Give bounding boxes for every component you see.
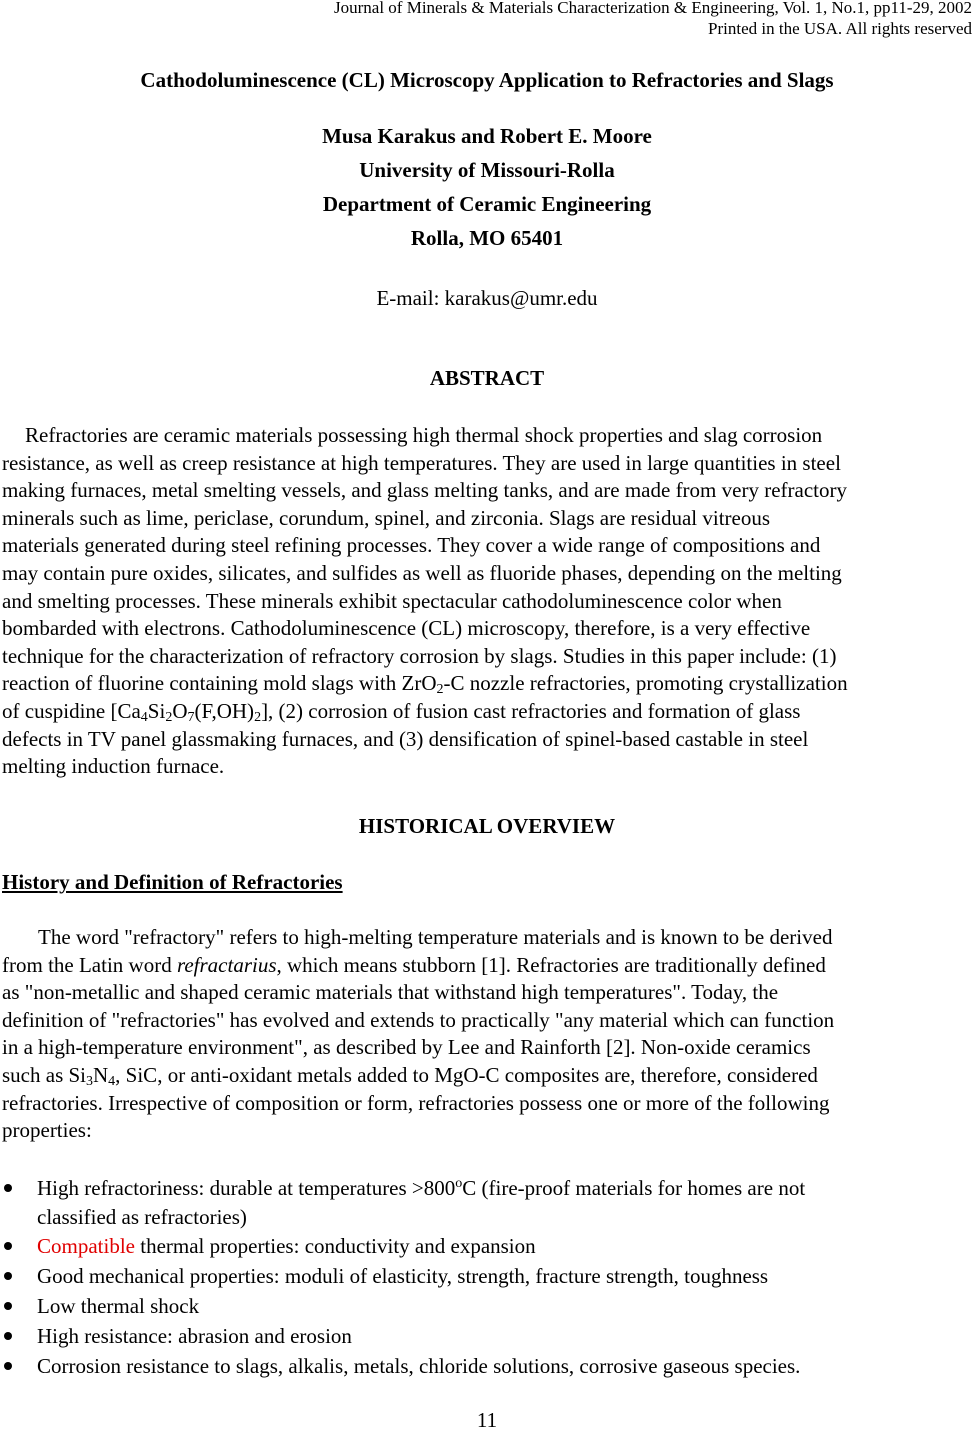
abstract-line: melting induction furnace. — [2, 754, 225, 779]
text-run: N — [93, 1062, 109, 1087]
list-item — [0, 1262, 974, 1291]
history-line: properties: — [2, 1118, 92, 1143]
list-item-text — [37, 1232, 974, 1261]
subscript: 4 — [140, 709, 148, 725]
list-item-text: Good mechanical properties: moduli of elasticity, strength, fracture strength, toughness — [37, 1264, 769, 1289]
history-line: The word "refractory" refers to high-melting temperature materials and is known to be derived — [38, 925, 833, 949]
history-line — [2, 952, 970, 980]
subscript: 2 — [165, 709, 173, 725]
list-item-text: classified as refractories) — [37, 1204, 247, 1229]
journal-header — [334, 0, 972, 39]
list-item-text: Corrosion resistance to slags, alkalis, metals, chloride solutions, corrosive gaseous species. — [37, 1353, 801, 1378]
history-line: in a high-temperature environment", as described by Lee and Rainforth [2]. Non-oxide ceramics — [2, 1035, 811, 1060]
list-item — [0, 1322, 974, 1351]
text-run: , SiC, or anti-oxidant metals added to MgO-C composites are, therefore, considered — [115, 1062, 818, 1087]
list-item — [0, 1232, 974, 1261]
text-run: ], (2) corrosion of fusion cast refractories and formation of glass — [261, 698, 801, 723]
text-run: (F,OH) — [194, 698, 255, 723]
text-run: , which means stubborn [1]. Refractories are traditionally defined — [276, 952, 826, 977]
author-department: Department of Ceramic Engineering — [322, 192, 652, 216]
bullet-icon — [4, 1272, 12, 1280]
abstract-line: Refractories are ceramic materials possessing high thermal shock properties and slag corrosion — [25, 423, 823, 447]
historical-overview-heading: HISTORICAL OVERVIEW — [358, 814, 616, 838]
copyright-notice: Printed in the USA. All rights reserved — [708, 19, 972, 38]
subscript: 7 — [187, 709, 195, 725]
abstract-line: minerals such as lime, periclase, corundum, spinel, and zirconia. Slags are residual vitreous — [2, 505, 771, 530]
subscript: 4 — [108, 1073, 116, 1089]
history-line: definition of "refractories" has evolved and extends to practically "any material which can function — [2, 1007, 835, 1032]
text-run: such as Si — [2, 1062, 86, 1087]
subscript: 2 — [436, 682, 444, 698]
list-item — [0, 1292, 974, 1321]
list-item — [0, 1352, 974, 1381]
page-number: 11 — [476, 1408, 498, 1432]
text-run: thermal properties: conductivity and expansion — [135, 1234, 536, 1259]
abstract-line — [2, 670, 970, 698]
author-university: University of Missouri-Rolla — [359, 158, 615, 182]
highlighted-word: Compatible — [37, 1234, 135, 1259]
abstract-line: defects in TV panel glassmaking furnaces, and (3) densification of spinel-based castable in steel — [2, 726, 809, 751]
abstract-paragraph — [2, 422, 970, 781]
abstract-line — [2, 698, 970, 726]
text-run: O — [172, 698, 188, 723]
latin-term: refractarius — [176, 952, 277, 977]
text-run: reaction of fluorine containing mold slags with ZrO — [2, 671, 437, 696]
bullet-icon — [4, 1362, 12, 1370]
superscript: o — [455, 1176, 463, 1191]
history-definition-subheading: History and Definition of Refractories — [2, 870, 343, 894]
abstract-heading: ABSTRACT — [429, 366, 545, 390]
author-names: Musa Karakus and Robert E. Moore — [322, 124, 652, 148]
subscript: 3 — [86, 1073, 93, 1089]
text-run: Si — [147, 698, 166, 723]
list-item-text: Low thermal shock — [37, 1293, 200, 1318]
history-line: refractories. Irrespective of composition or form, refractories possess one or more of the following — [2, 1090, 830, 1115]
list-item-text — [37, 1174, 974, 1203]
list-item — [0, 1174, 974, 1231]
properties-list — [0, 1174, 974, 1381]
abstract-line: technique for the characterization of refractory corrosion by slags. Studies in this paper include: (1) — [2, 643, 837, 668]
abstract-line: materials generated during steel refining processes. They cover a wide range of compositions and — [2, 533, 821, 558]
journal-citation: Journal of Minerals & Materials Characterization & Engineering, Vol. 1, No.1, pp11-29, 2002 — [334, 0, 972, 17]
text-run: -C nozzle refractories, promoting crystallization — [443, 671, 848, 696]
bullet-icon — [4, 1184, 12, 1192]
text-run: High refractoriness: durable at temperatures >800 — [37, 1176, 456, 1200]
abstract-line: resistance, as well as creep resistance at high temperatures. They are used in large quantities in steel — [2, 450, 841, 475]
history-paragraph — [2, 924, 970, 1145]
text-run: of cuspidine [Ca — [2, 698, 141, 723]
author-location: Rolla, MO 65401 — [410, 226, 564, 250]
list-item-text: High resistance: abrasion and erosion — [37, 1323, 352, 1348]
text-run: from the Latin word — [2, 952, 177, 977]
history-line — [2, 1062, 970, 1090]
bullet-icon — [4, 1302, 12, 1310]
author-block — [0, 122, 974, 258]
paper-title: Cathodoluminescence (CL) Microscopy Application to Refractories and Slags — [140, 68, 834, 92]
bullet-icon — [4, 1332, 12, 1340]
text-run: C (fire-proof materials for homes are not — [462, 1176, 806, 1200]
bullet-icon — [4, 1242, 12, 1250]
history-line: as "non-metallic and shaped ceramic materials that withstand high temperatures". Today, the — [2, 980, 779, 1005]
subscript: 2 — [254, 709, 262, 725]
author-email: E-mail: karakus@umr.edu — [376, 286, 598, 310]
abstract-line: and smelting processes. These minerals exhibit spectacular cathodoluminescence color when — [2, 588, 782, 613]
abstract-line: may contain pure oxides, silicates, and sulfides as well as fluoride phases, depending on the melting — [2, 560, 842, 585]
abstract-line: making furnaces, metal smelting vessels, and glass melting tanks, and are made from very refractory — [2, 478, 847, 503]
abstract-line: bombarded with electrons. Cathodoluminescence (CL) microscopy, therefore, is a very effective — [2, 616, 811, 641]
